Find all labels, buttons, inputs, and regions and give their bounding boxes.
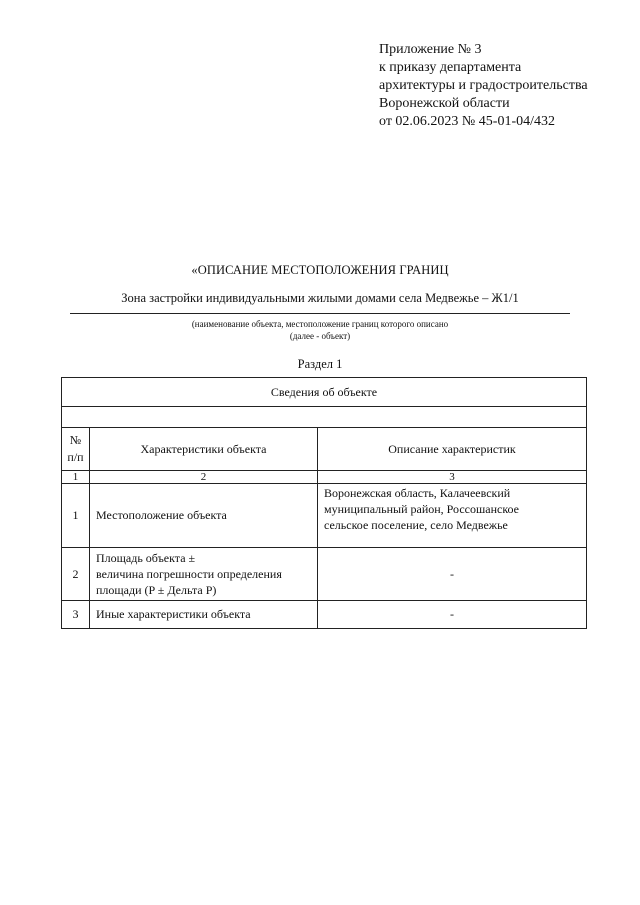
appendix-line: от 02.06.2023 № 45-01-04/432 [379, 114, 556, 129]
table-blank-row [62, 407, 587, 428]
appendix-line: Приложение № 3 [379, 42, 482, 57]
table-columns-row [62, 428, 587, 471]
table-blank-cell [62, 407, 587, 428]
object-name: Зона застройки индивидуальными жилыми домами села Медвежье – Ж1/1 [121, 291, 519, 305]
description-line: муниципальный район, Россошанское [324, 502, 520, 516]
appendix-block [379, 41, 588, 131]
index-cell: 3 [318, 471, 587, 484]
index-cell: 2 [90, 471, 318, 484]
description-line: сельское поселение, село Медвежье [324, 518, 508, 532]
row-num: 1 [62, 484, 90, 548]
characteristic-line: площади (P ± Дельта P) [96, 583, 217, 597]
object-name-underline [70, 313, 570, 314]
characteristic-line: Площадь объекта ± [96, 551, 196, 565]
row-num: 2 [62, 548, 90, 601]
object-caption [70, 318, 570, 342]
column-num-line: п/п [67, 450, 84, 464]
column-description-header: Описание характеристик [318, 428, 587, 471]
row-characteristic: Местоположение объекта [90, 484, 318, 548]
document-title: «ОПИСАНИЕ МЕСТОПОЛОЖЕНИЯ ГРАНИЦ [191, 263, 449, 277]
index-cell: 1 [62, 471, 90, 484]
object-info-table [61, 377, 587, 629]
appendix-line: архитектуры и градостроительства [379, 78, 588, 93]
row-characteristic: Иные характеристики объекта [90, 601, 318, 629]
table-header-row [62, 378, 587, 407]
table-header-cell: Сведения об объекте [62, 378, 587, 407]
row-description: - [318, 548, 587, 601]
caption-line: (далее - объект) [289, 331, 351, 341]
row-description: - [318, 601, 587, 629]
table-row [62, 601, 587, 629]
table-row [62, 548, 587, 601]
description-line: Воронежская область, Калачеевский [324, 486, 511, 500]
table-row [62, 484, 587, 548]
column-num-header [62, 428, 90, 471]
appendix-line: к приказу департамента [379, 60, 522, 75]
appendix-line: Воронежской области [379, 96, 510, 111]
caption-line: (наименование объекта, местоположение границ которого описано [191, 319, 449, 329]
row-characteristic [90, 548, 318, 601]
row-num: 3 [62, 601, 90, 629]
characteristic-line: величина погрешности определения [96, 567, 282, 581]
column-characteristic-header: Характеристики объекта [90, 428, 318, 471]
section-heading: Раздел 1 [297, 357, 343, 371]
table-index-row [62, 471, 587, 484]
row-description [318, 484, 587, 548]
column-num-line: № [69, 433, 82, 447]
